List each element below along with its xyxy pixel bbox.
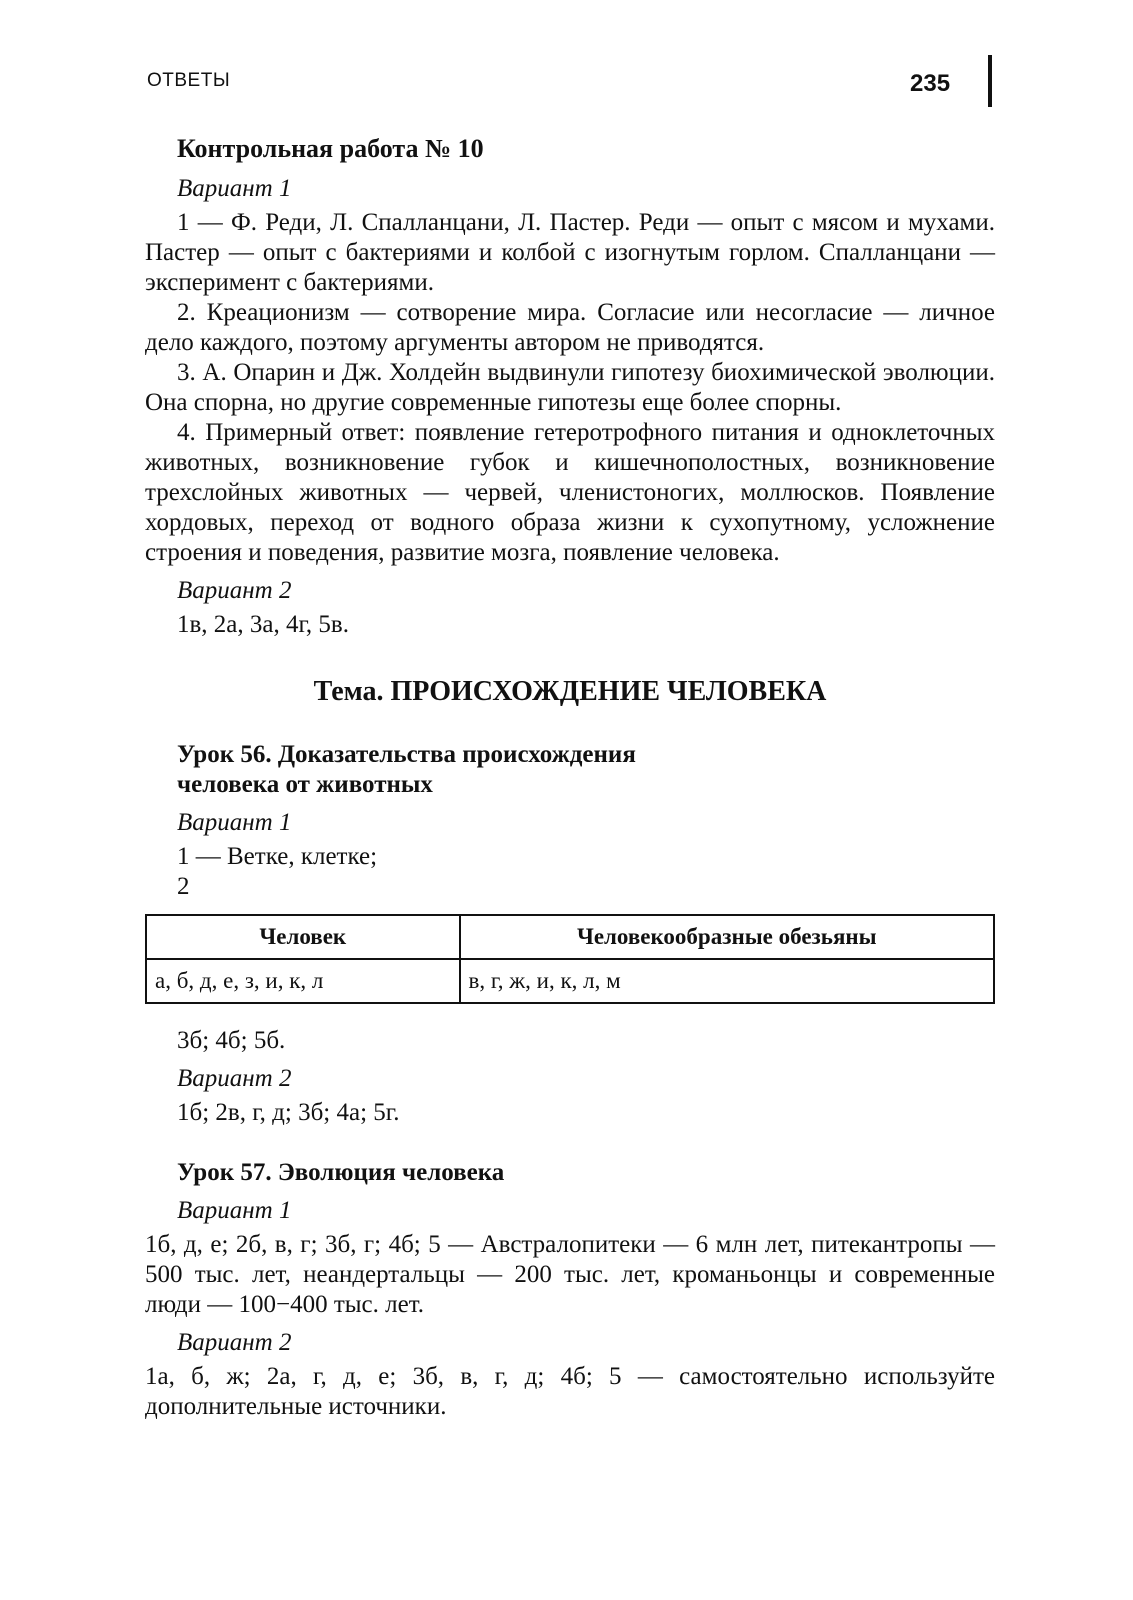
lesson-57-variant-1-answer: 1б, д, е; 2б, в, г; 3б, г; 4б; 5 — Австралопитеки — 6 млн лет, питекантропы — 500 тыс. лет, неандертальцы — 200 тыс. лет, кроманьонцы и современные люди — 100−400 тыс. лет. [145, 1231, 995, 1318]
running-head: ОТВЕТЫ [147, 70, 231, 91]
page-number: 235 [910, 70, 951, 97]
lesson-57-variant-2-answer: 1а, б, ж; 2а, г, д, е; 3б, в, г, д; 4б; 5 — самостоятельно используйте дополнительные источники. [145, 1363, 995, 1420]
lesson-57-variant-2-label: Вариант 2 [177, 1329, 292, 1356]
lesson-56-answer-table [145, 914, 995, 1004]
lesson-56-title-line-1: Урок 56. Доказательства происхождения [177, 741, 636, 768]
table-row [146, 959, 994, 1003]
test-10-variant-2-label: Вариант 2 [177, 577, 292, 604]
lesson-56-variant-1-label: Вариант 1 [177, 809, 292, 836]
test-10-title: Контрольная работа № 10 [177, 134, 484, 163]
table-cell-apes: в, г, ж, и, к, л, м [460, 959, 994, 1003]
table-header-row [146, 915, 994, 959]
page-edge-rule [988, 55, 992, 107]
lesson-57-variant-1-label: Вариант 1 [177, 1197, 292, 1224]
lesson-56-after-table: 3б; 4б; 5б. [177, 1027, 286, 1054]
table-header-human: Человек [146, 915, 460, 959]
lesson-57-title: Урок 57. Эволюция человека [177, 1159, 505, 1186]
lesson-56-title-line-2: человека от животных [177, 771, 433, 798]
test-10-variant-1-label: Вариант 1 [177, 175, 292, 202]
test-10-answer-2: 2. Креационизм — сотворение мира. Согласие или несогласие — личное дело каждого, поэтому аргументы автором не приводятся. [145, 299, 995, 356]
test-10-answer-4: 4. Примерный ответ: появление гетеротрофного питания и одноклеточных животных, возникновение губок и кишечнополостных, возникновение трехслойных животных — червей, членистоногих, моллюсков. Появление хордовых, переход от водного образа жизни к сухопутному, усложнение строения и поведения, развитие мозга, появление человека. [145, 419, 995, 566]
lesson-56-title [177, 740, 995, 800]
test-10-variant-2-answer: 1в, 2а, 3а, 4г, 5в. [177, 611, 349, 638]
topic-title: Тема. ПРОИСХОЖДЕНИЕ ЧЕЛОВЕКА [313, 676, 827, 707]
lesson-56-variant-2-label: Вариант 2 [177, 1065, 292, 1092]
lesson-56-variant-2-answer: 1б; 2в, г, д; 3б; 4а; 5г. [177, 1099, 400, 1126]
table-header-apes: Человекообразные обезьяны [460, 915, 994, 959]
table-cell-human: а, б, д, е, з, и, к, л [146, 959, 460, 1003]
test-10-answer-1: 1 — Ф. Реди, Л. Спалланцани, Л. Пастер. Реди — опыт с мясом и мухами. Пастер — опыт с бактериями и колбой с изогнутым горлом. Спалланцани — эксперимент с бактериями. [145, 209, 995, 296]
lesson-56-answer-1: 1 — Ветке, клетке; [177, 843, 378, 870]
lesson-56-answer-2: 2 [177, 873, 190, 900]
page-content [145, 132, 995, 1422]
test-10-answer-3: 3. А. Опарин и Дж. Холдейн выдвинули гипотезу биохимической эволюции. Она спорна, но другие современные гипотезы еще более спорны. [145, 359, 995, 416]
